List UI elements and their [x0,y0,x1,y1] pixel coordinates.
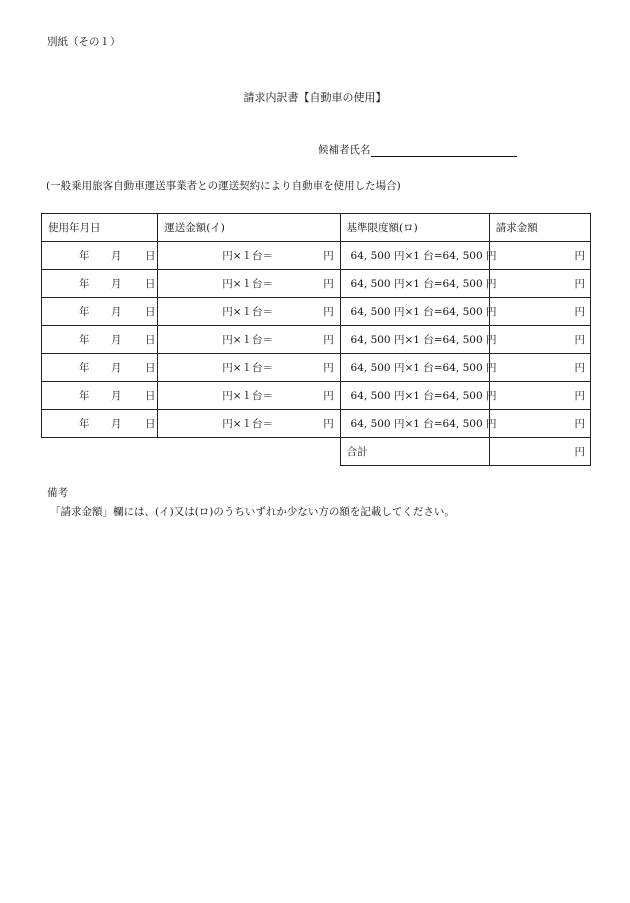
day-label: 日 [145,362,156,374]
limit-amount-cell: 64, 500 円×1 台=64, 500 円 [340,410,489,438]
header-limit-amount: 基準限度額(ロ) [340,214,489,242]
month-label: 月 [111,418,122,430]
table-row [42,270,591,298]
day-label: 日 [145,418,156,430]
usage-date-cell[interactable] [42,298,158,326]
transport-unit-text: 円×１台＝ [222,278,274,290]
transport-amount-cell[interactable] [158,410,340,438]
transport-yen-label: 円 [323,306,334,318]
transport-unit-text: 円×１台＝ [222,390,274,402]
usage-date-cell[interactable] [42,410,158,438]
usage-date-cell[interactable] [42,382,158,410]
claim-amount-cell[interactable]: 円 [489,354,590,382]
candidate-name-field[interactable] [371,156,517,157]
month-label: 月 [111,362,122,374]
transport-yen-label: 円 [323,334,334,346]
limit-amount-cell: 64, 500 円×1 台=64, 500 円 [340,270,489,298]
header-transport-amount: 運送金額(イ) [158,214,340,242]
transport-yen-label: 円 [323,278,334,290]
year-label: 年 [79,250,90,262]
year-label: 年 [79,278,90,290]
limit-amount-cell: 64, 500 円×1 台=64, 500 円 [340,354,489,382]
year-label: 年 [79,334,90,346]
year-label: 年 [79,306,90,318]
month-label: 月 [111,278,122,290]
claim-amount-cell[interactable]: 円 [489,270,590,298]
day-label: 日 [145,250,156,262]
month-label: 月 [111,334,122,346]
header-claim-amount: 請求金額 [489,214,590,242]
remarks-text: 「請求金額」欄には、(イ)又は(ロ)のうちいずれか少ない方の額を記載してください。 [50,506,455,518]
usage-condition-note: (一般乗用旅客自動車運送事業者との運送契約により自動車を使用した場合) [46,180,401,192]
table-row [42,354,591,382]
transport-yen-label: 円 [323,390,334,402]
transport-unit-text: 円×１台＝ [222,306,274,318]
transport-amount-cell[interactable] [158,354,340,382]
transport-yen-label: 円 [323,250,334,262]
transport-amount-cell[interactable] [158,242,340,270]
total-label: 合計 [340,438,489,466]
transport-unit-text: 円×１台＝ [222,418,274,430]
claim-breakdown-table [41,213,591,466]
table-row [42,242,591,270]
transport-unit-text: 円×１台＝ [222,250,274,262]
claim-amount-cell[interactable]: 円 [489,410,590,438]
total-row [42,438,591,466]
table-row [42,382,591,410]
transport-amount-cell[interactable] [158,298,340,326]
transport-unit-text: 円×１台＝ [222,362,274,374]
day-label: 日 [145,334,156,346]
claim-amount-cell[interactable]: 円 [489,326,590,354]
usage-date-cell[interactable] [42,270,158,298]
year-label: 年 [79,362,90,374]
candidate-name-label: 候補者氏名 [318,144,371,156]
table-row [42,298,591,326]
table-header-row [42,214,591,242]
day-label: 日 [145,278,156,290]
attachment-note: 別紙（その１） [47,36,121,48]
claim-amount-cell[interactable]: 円 [489,242,590,270]
transport-yen-label: 円 [323,418,334,430]
day-label: 日 [145,390,156,402]
table-row [42,410,591,438]
total-amount-cell[interactable]: 円 [489,438,590,466]
claim-amount-cell[interactable]: 円 [489,382,590,410]
transport-amount-cell[interactable] [158,270,340,298]
remarks-heading: 備考 [47,487,68,499]
header-usage-date: 使用年月日 [42,214,158,242]
year-label: 年 [79,390,90,402]
limit-amount-cell: 64, 500 円×1 台=64, 500 円 [340,382,489,410]
day-label: 日 [145,306,156,318]
usage-date-cell[interactable] [42,242,158,270]
table-row [42,326,591,354]
limit-amount-cell: 64, 500 円×1 台=64, 500 円 [340,242,489,270]
month-label: 月 [111,250,122,262]
transport-amount-cell[interactable] [158,326,340,354]
transport-amount-cell[interactable] [158,382,340,410]
usage-date-cell[interactable] [42,326,158,354]
claim-amount-cell[interactable]: 円 [489,298,590,326]
transport-unit-text: 円×１台＝ [222,334,274,346]
document-title: 請求内訳書【自動車の使用】 [243,91,387,104]
limit-amount-cell: 64, 500 円×1 台=64, 500 円 [340,298,489,326]
total-row-spacer [42,438,341,466]
month-label: 月 [111,306,122,318]
year-label: 年 [79,418,90,430]
limit-amount-cell: 64, 500 円×1 台=64, 500 円 [340,326,489,354]
month-label: 月 [111,390,122,402]
transport-yen-label: 円 [323,362,334,374]
usage-date-cell[interactable] [42,354,158,382]
